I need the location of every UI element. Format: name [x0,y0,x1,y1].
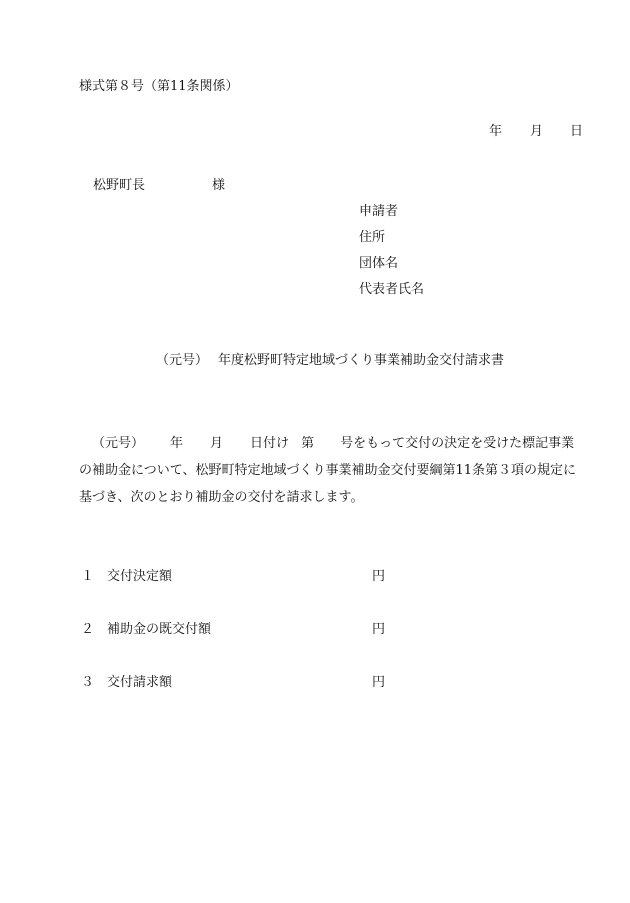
body-year-label: 年 [170,436,184,451]
item-number: １ [81,569,95,584]
date-month-label: 月 [530,124,544,139]
applicant-organization-label: 団体名 [359,256,399,271]
item-number: ２ [81,622,95,637]
item-number: ３ [81,675,95,690]
body-month-label: 月 [210,436,224,451]
recipient-name: 松野町長 [93,178,146,193]
body-paragraph [79,430,587,511]
applicant-label: 申請者 [359,204,399,219]
body-no-label: 第 [301,436,315,451]
body-day-label: 日付け [250,436,290,451]
item-unit: 円 [372,569,386,584]
item-label: 交付決定額 [107,569,173,584]
body-line-2: の補助金について、松野町特定地域づくり事業補助金交付要綱第11条第３項の規定に [79,463,577,478]
item-unit: 円 [372,675,386,690]
body-line-1 [79,430,587,457]
applicant-representative-label: 代表者氏名 [359,282,425,297]
body-era: （元号） [92,436,145,451]
title-era: （元号） [156,353,209,368]
date-year-label: 年 [489,124,503,139]
item-unit: 円 [372,622,386,637]
body-line-3: 基づき、次のとおり補助金の交付を請求します。 [79,490,364,505]
item-label: 補助金の既交付額 [107,622,212,637]
applicant-address-label: 住所 [359,230,386,245]
date-day-label: 日 [570,124,584,139]
recipient-honorific: 様 [212,178,226,193]
item-label: 交付請求額 [107,675,173,690]
title-text: 年度松野町特定地域づくり事業補助金交付請求書 [218,353,505,368]
form-number: 様式第８号（第11条関係） [79,79,239,94]
body-line-1-rest: 号をもって交付の決定を受けた標記事業 [340,436,575,451]
